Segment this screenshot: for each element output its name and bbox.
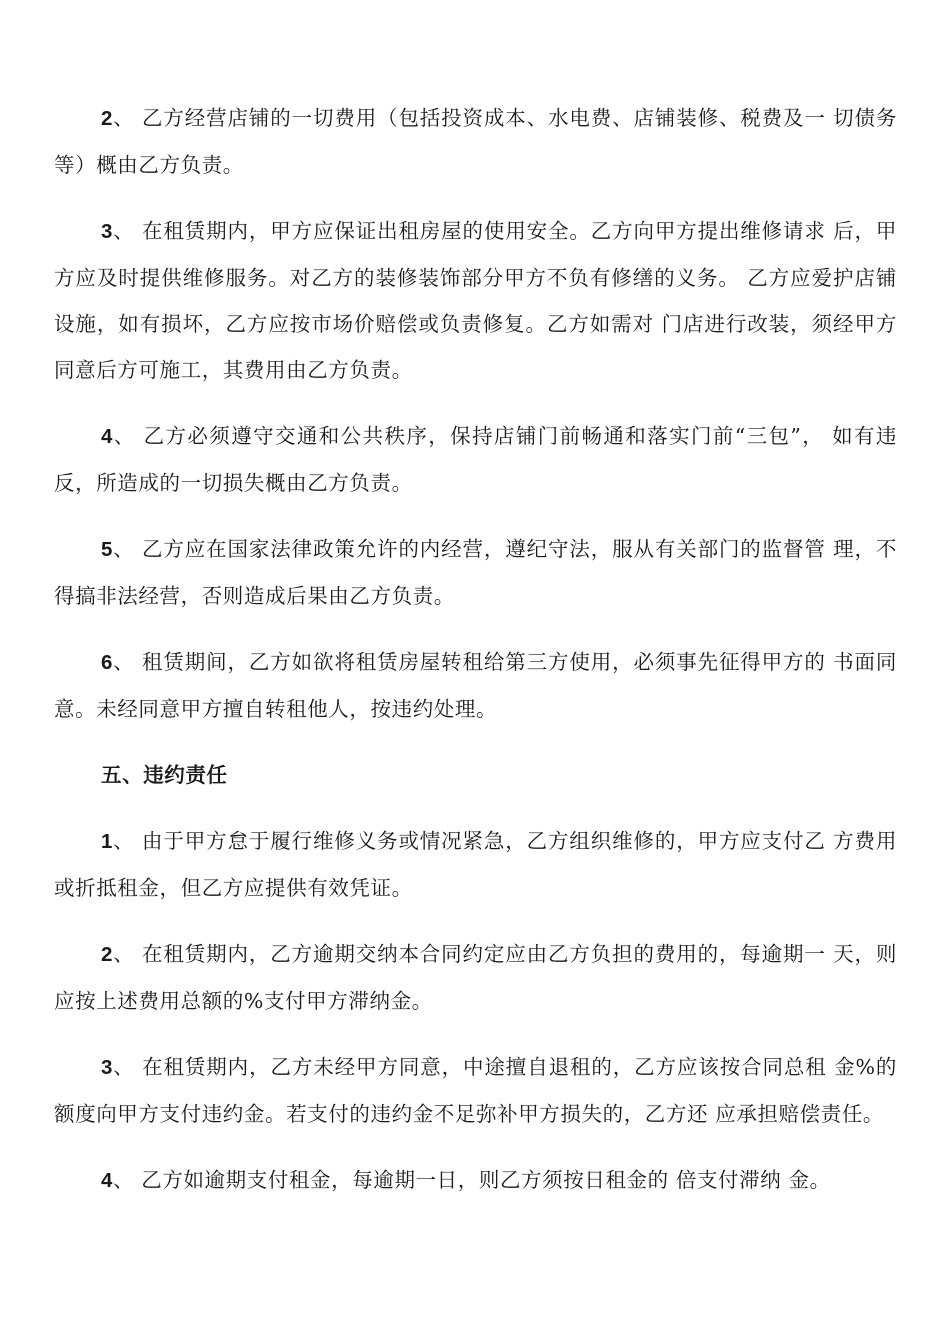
clause-text: 在租赁期内，乙方逾期交纳本合同约定应由乙方负担的费用的，每逾期一 天，则应按上述费用总额的%支付甲方滞纳金。: [54, 942, 897, 1013]
clause-text: 由于甲方怠于履行维修义务或情况紧急，乙方组织维修的，甲方应支付乙 方费用或折抵租金，但乙方应提供有效凭证。: [54, 829, 897, 900]
clause-number: 2: [101, 943, 114, 966]
clause-4-4: [54, 413, 897, 506]
clause-5-4: [54, 1157, 897, 1204]
clause-4-5: [54, 526, 897, 619]
clause-number: 1: [101, 830, 114, 853]
clause-number: 5: [101, 538, 114, 561]
clause-text: 租赁期间，乙方如欲将租赁房屋转租给第三方使用，必须事先征得甲方的 书面同意。未经同意甲方擅自转租他人，按违约处理。: [54, 650, 897, 721]
clause-separator: 、: [113, 106, 135, 130]
clause-separator: 、: [113, 1055, 135, 1079]
clause-number: 4: [101, 1169, 114, 1192]
clause-separator: 、: [113, 424, 136, 448]
clause-number: 3: [101, 1056, 114, 1079]
clause-text: 在租赁期内，乙方未经甲方同意，中途擅自退租的，乙方应该按合同总租 金%的额度向甲方支付违约金。若支付的违约金不足弥补甲方损失的，乙方还 应承担赔偿责任。: [54, 1055, 897, 1126]
clause-4-6: [54, 639, 897, 732]
clause-separator: 、: [113, 537, 135, 561]
clause-separator: 、: [113, 650, 135, 674]
section-heading-breach-liability: 五、违约责任: [101, 763, 228, 787]
clause-4-2: [54, 95, 897, 188]
clause-text: 乙方应在国家法律政策允许的内经营，遵纪守法，服从有关部门的监督管 理，不得搞非法经营，否则造成后果由乙方负责。: [54, 537, 897, 608]
clause-separator: 、: [113, 219, 135, 243]
clause-text: 乙方经营店铺的一切费用（包括投资成本、水电费、店铺装修、税费及一 切债务等）概由乙方负责。: [54, 106, 897, 177]
clause-separator: 、: [113, 1168, 135, 1192]
clause-text: 乙方必须遵守交通和公共秩序，保持店铺门前畅通和落实门前“三包”， 如有违反，所造成的一切损失概由乙方负责。: [54, 424, 897, 495]
clause-5-2: [54, 931, 897, 1024]
clause-number: 2: [101, 107, 114, 130]
clause-number: 6: [101, 651, 114, 674]
clause-separator: 、: [113, 942, 135, 966]
clause-4-3: [54, 208, 897, 393]
clause-text: 乙方如逾期支付租金，每逾期一日，则乙方须按日租金的 倍支付滞纳 金。: [134, 1168, 831, 1192]
clause-5-3: [54, 1044, 897, 1137]
clause-separator: 、: [113, 829, 135, 853]
document-body: [54, 95, 897, 1224]
clause-text: 在租赁期内，甲方应保证出租房屋的使用安全。乙方向甲方提出维修请求 后，甲方应及时提供维修服务。对乙方的装修装饰部分甲方不负有修缮的义务。 乙方应爱护店铺设施，如有损坏，乙方应按市场价赔偿或负责修复。乙方如需对 门店进行改装，须经甲方同意后方可施工，其费用由乙方负责。: [54, 219, 897, 382]
clause-number: 4: [101, 425, 114, 448]
clause-5-1: [54, 818, 897, 911]
clause-number: 3: [101, 220, 114, 243]
